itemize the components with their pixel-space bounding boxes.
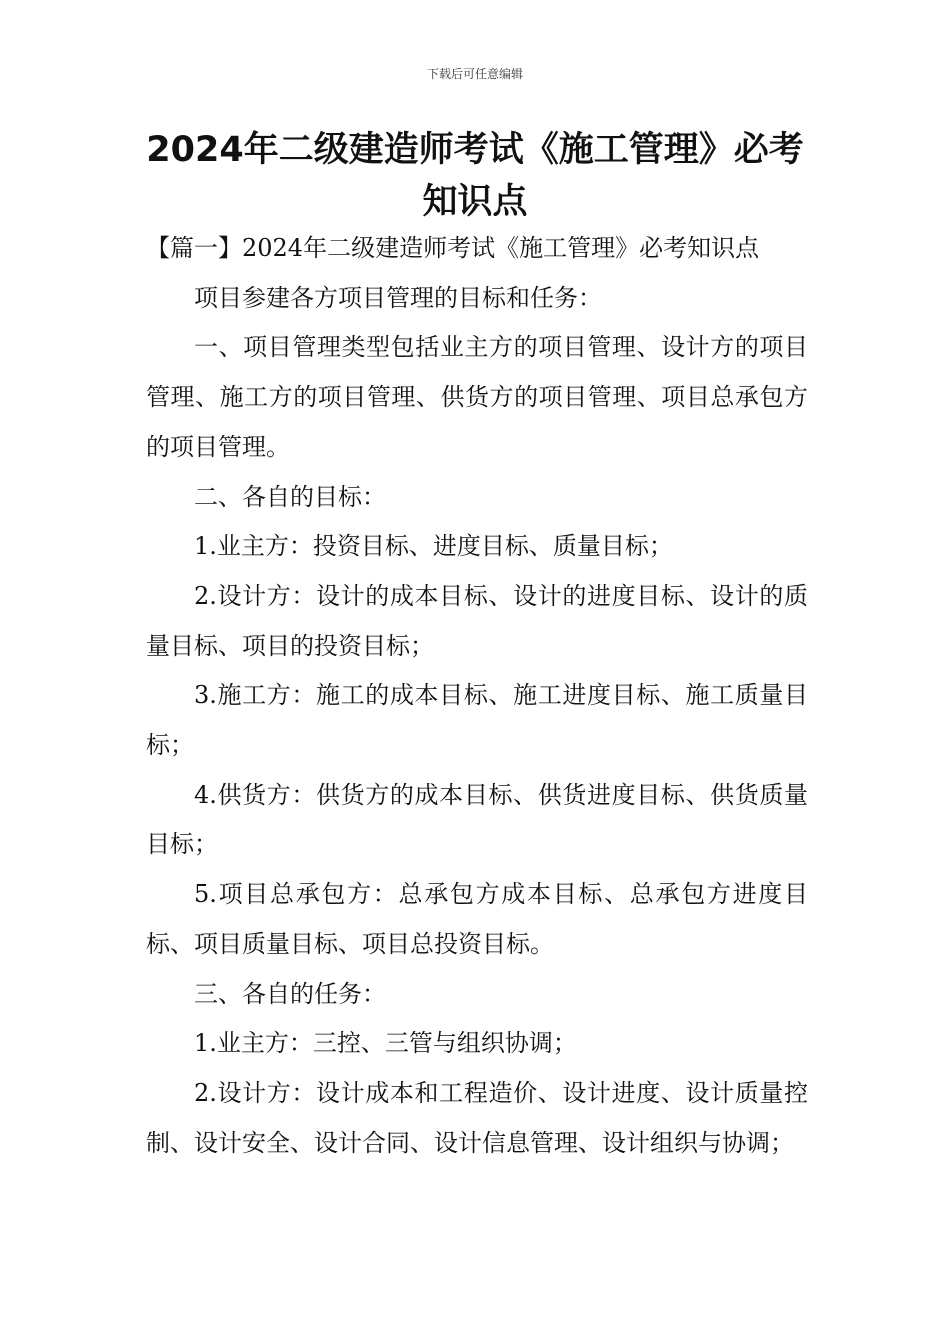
page-header-note: 下载后可任意编辑 — [426, 67, 523, 81]
list-item: 4.供货方：供货方的成本目标、供货进度目标、供货质量目标； — [146, 780, 808, 859]
paragraph: 三、各自的任务： — [194, 979, 386, 1008]
paragraph: 项目参建各方项目管理的目标和任务： — [194, 283, 602, 312]
list-item: 3.施工方：施工的成本目标、施工进度目标、施工质量目标； — [146, 681, 808, 760]
list-item: 1.业主方：三控、三管与组织协调； — [194, 1029, 577, 1058]
paragraph: 一、项目管理类型包括业主方的项目管理、设计方的项目管理、施工方的项目管理、供货方的项目管理、项目总承包方的项目管理。 — [146, 333, 808, 461]
paragraph: 二、各自的目标： — [194, 482, 386, 511]
list-item: 5.项目总承包方：总承包方成本目标、总承包方进度目标、项目质量目标、项目总投资目标。 — [146, 880, 808, 958]
list-item: 2.设计方：设计的成本目标、设计的进度目标、设计的质量目标、项目的投资目标； — [146, 581, 808, 660]
section-heading: 【篇一】2024年二级建造师考试《施工管理》必考知识点 — [146, 234, 760, 262]
list-item: 2.设计方：设计成本和工程造价、设计进度、设计质量控制、设计安全、设计合同、设计信息管理、设计组织与协调； — [146, 1078, 808, 1157]
document-title: 2024年二级建造师考试《施工管理》必考知识点 — [146, 130, 804, 222]
list-item: 1.业主方：投资目标、进度目标、质量目标； — [194, 532, 673, 561]
document-body — [146, 224, 808, 1168]
